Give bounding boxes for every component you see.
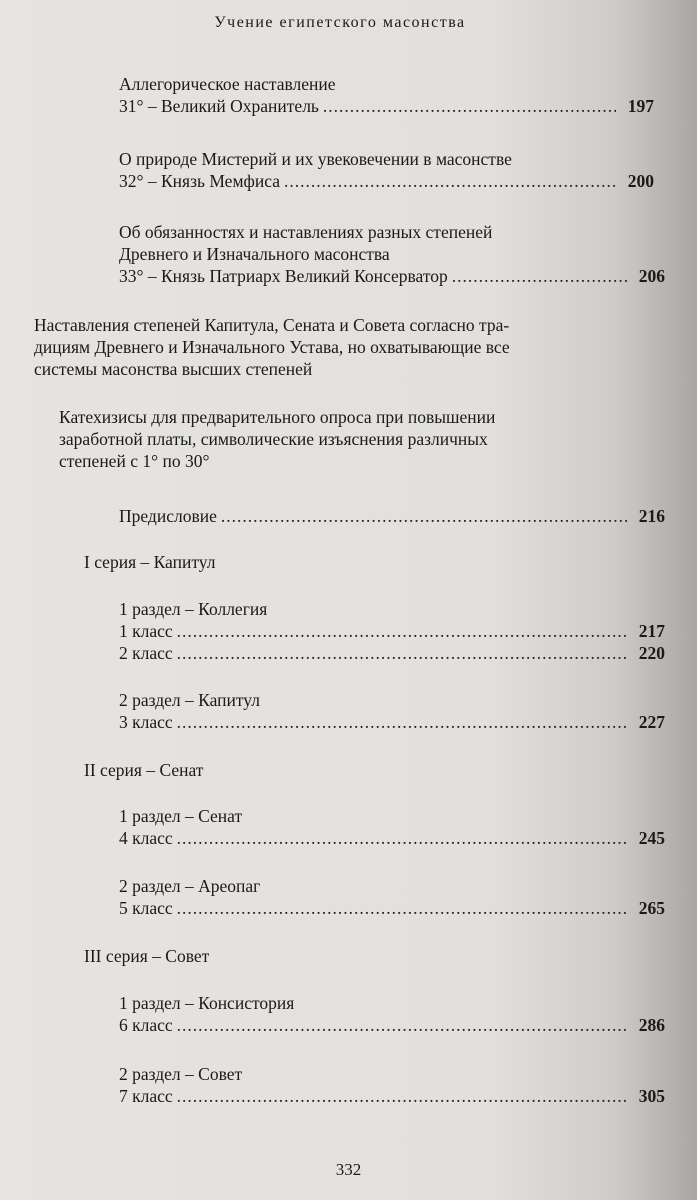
section-title: 1 раздел – Консистория	[119, 993, 295, 1013]
section-line: Наставления степеней Капитула, Сената и Совета согласно тра-	[34, 315, 510, 335]
toc-line	[119, 827, 665, 849]
catechism-heading	[59, 406, 664, 472]
page-number: 217	[638, 621, 665, 641]
toc-entry-33	[119, 221, 665, 287]
leader-dots	[177, 620, 627, 642]
toc-line	[119, 1085, 665, 1107]
entry-heading: Аллегорическое наставление	[119, 74, 336, 94]
leader-dots	[452, 265, 627, 287]
section-line: дициям Древнего и Изначального Устава, но охватывающие все	[34, 337, 510, 357]
toc-entry-preface	[119, 505, 665, 527]
entry-label: 32° – Князь Мемфиса	[119, 171, 280, 191]
toc-line	[119, 265, 665, 287]
toc-section	[119, 875, 665, 919]
page-number: 245	[638, 828, 665, 848]
entry-label: 2 класс	[119, 643, 173, 663]
section-line: системы масонства высших степеней	[34, 359, 313, 379]
page-number: 206	[638, 266, 665, 286]
section-title: 2 раздел – Совет	[119, 1064, 243, 1084]
entry-label: 1 класс	[119, 621, 173, 641]
page-number: 200	[627, 171, 654, 191]
toc-section	[119, 1063, 665, 1107]
toc-section	[119, 598, 665, 664]
section-title: 2 раздел – Ареопаг	[119, 876, 261, 896]
toc-section	[119, 805, 665, 849]
leader-dots	[177, 1014, 627, 1036]
toc-line	[119, 711, 665, 733]
running-head: Учение египетского масонства	[214, 14, 466, 31]
page-number: 220	[638, 643, 665, 663]
toc-line	[119, 505, 665, 527]
page-number: 286	[638, 1015, 665, 1035]
leader-dots	[221, 505, 627, 527]
section-title: 1 раздел – Сенат	[119, 806, 243, 826]
entry-label: 7 класс	[119, 1086, 173, 1106]
leader-dots	[177, 711, 627, 733]
entry-heading: Древнего и Изначального масонства	[119, 244, 390, 264]
toc-entry-31	[119, 73, 654, 117]
page-number: 216	[638, 506, 665, 526]
entry-label: 33° – Князь Патриарх Великий Консерватор	[119, 266, 448, 286]
leader-dots	[323, 95, 616, 117]
page-number: 197	[627, 96, 654, 116]
page-number: 305	[638, 1086, 665, 1106]
series-title: II серия – Сенат	[84, 760, 204, 780]
toc-line	[119, 642, 665, 664]
entry-label: 3 класс	[119, 712, 173, 732]
entry-label: 6 класс	[119, 1015, 173, 1035]
catechism-line: заработной платы, символические изъяснения различных	[59, 429, 488, 449]
section-title: 1 раздел – Коллегия	[119, 599, 268, 619]
entry-label: Предисловие	[119, 506, 217, 526]
toc-line	[119, 1014, 665, 1036]
toc-line	[119, 95, 654, 117]
page-folio: 332	[335, 1160, 362, 1179]
section-title: 2 раздел – Капитул	[119, 690, 260, 710]
toc-section	[119, 689, 665, 733]
entry-label: 4 класс	[119, 828, 173, 848]
toc-line	[119, 620, 665, 642]
entry-heading: Об обязанностях и наставлениях разных степеней	[119, 222, 493, 242]
entry-heading: О природе Мистерий и их увековечении в масонстве	[119, 149, 512, 169]
leader-dots	[177, 642, 627, 664]
page-number: 265	[638, 898, 665, 918]
leader-dots	[284, 170, 616, 192]
leader-dots	[177, 827, 627, 849]
catechism-line: Катехизисы для предварительного опроса при повышении	[59, 407, 496, 427]
toc-section	[119, 992, 665, 1036]
series-title: I серия – Капитул	[84, 552, 216, 572]
entry-label: 5 класс	[119, 898, 173, 918]
toc-entry-32	[119, 148, 654, 192]
toc-line	[119, 897, 665, 919]
series-title: III серия – Совет	[84, 946, 210, 966]
catechism-line: степеней с 1° по 30°	[59, 451, 210, 471]
section-heading	[34, 314, 664, 380]
toc-line	[119, 170, 654, 192]
page-number: 227	[638, 712, 665, 732]
leader-dots	[177, 897, 627, 919]
entry-label: 31° – Великий Охранитель	[119, 96, 319, 116]
leader-dots	[177, 1085, 627, 1107]
